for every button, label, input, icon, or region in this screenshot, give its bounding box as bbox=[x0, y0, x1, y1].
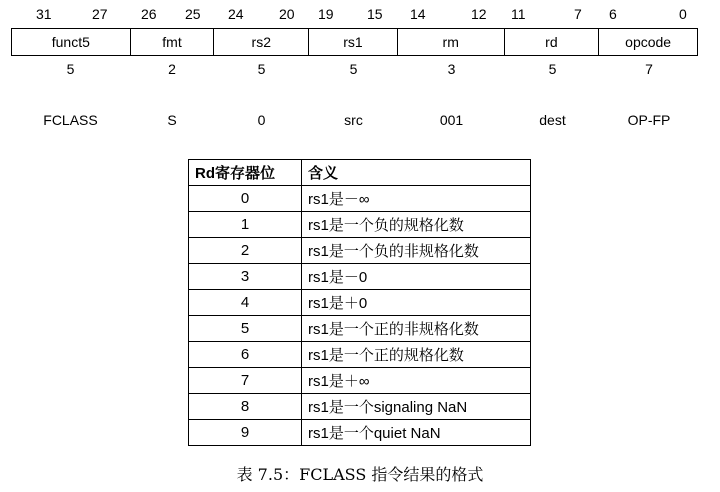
bit-label: 27 bbox=[92, 6, 108, 22]
field-value: dest bbox=[539, 112, 566, 128]
rd-bit-cell: 3 bbox=[189, 264, 302, 290]
meaning-cell: rs1是－0 bbox=[302, 264, 531, 290]
fclass-result-table bbox=[188, 159, 531, 446]
field-rs1: rs1 bbox=[309, 29, 398, 55]
field-value: 0 bbox=[257, 112, 266, 128]
field-rs2: rs2 bbox=[214, 29, 309, 55]
bit-label: 20 bbox=[279, 6, 295, 22]
bit-label: 0 bbox=[679, 6, 687, 22]
meaning-cell: rs1是－∞ bbox=[302, 186, 531, 212]
meaning-cell: rs1是一个负的非规格化数 bbox=[302, 238, 531, 264]
bit-label: 31 bbox=[36, 6, 52, 22]
table-row bbox=[189, 342, 531, 368]
bit-label: 25 bbox=[185, 6, 201, 22]
table-caption: 表 7.5：FCLASS 指令结果的格式 bbox=[236, 465, 484, 484]
table-row bbox=[189, 212, 531, 238]
table-row bbox=[189, 368, 531, 394]
bit-label: 6 bbox=[609, 6, 617, 22]
table-row bbox=[189, 290, 531, 316]
rd-bit-cell: 4 bbox=[189, 290, 302, 316]
field-length: 7 bbox=[645, 61, 653, 77]
field-value: src bbox=[344, 112, 363, 128]
rd-bit-cell: 7 bbox=[189, 368, 302, 394]
bit-label: 7 bbox=[574, 6, 582, 22]
header-meaning: 含义 bbox=[302, 160, 531, 186]
table-header-row bbox=[189, 160, 531, 186]
field-fmt: fmt bbox=[131, 29, 215, 55]
field-value: FCLASS bbox=[43, 112, 98, 128]
table-row bbox=[189, 316, 531, 342]
table-row bbox=[189, 264, 531, 290]
field-funct5: funct5 bbox=[12, 29, 131, 55]
meaning-cell: rs1是一个正的规格化数 bbox=[302, 342, 531, 368]
table-row bbox=[189, 186, 531, 212]
field-value: 001 bbox=[439, 112, 464, 128]
bit-label: 14 bbox=[410, 6, 426, 22]
field-length: 5 bbox=[548, 61, 557, 77]
field-length: 5 bbox=[257, 61, 266, 77]
bit-label: 19 bbox=[318, 6, 334, 22]
field-length: 2 bbox=[168, 61, 176, 77]
field-rm: rm bbox=[398, 29, 505, 55]
bit-label: 11 bbox=[511, 6, 526, 22]
field-length: 5 bbox=[66, 61, 75, 77]
meaning-cell: rs1是一个signaling NaN bbox=[302, 394, 531, 420]
field-rd: rd bbox=[505, 29, 600, 55]
field-value: OP-FP bbox=[627, 112, 671, 128]
table-row bbox=[189, 420, 531, 446]
meaning-cell: rs1是一个负的规格化数 bbox=[302, 212, 531, 238]
bit-label: 26 bbox=[141, 6, 157, 22]
meaning-cell: rs1是＋∞ bbox=[302, 368, 531, 394]
field-opcode: opcode bbox=[625, 34, 672, 50]
header-rd-bit: Rd寄存器位 bbox=[189, 160, 302, 186]
rd-bit-cell: 6 bbox=[189, 342, 302, 368]
field-value: S bbox=[167, 112, 177, 128]
rd-bit-cell: 9 bbox=[189, 420, 302, 446]
rd-bit-cell: 0 bbox=[189, 186, 302, 212]
rd-bit-cell: 8 bbox=[189, 394, 302, 420]
rd-bit-cell: 5 bbox=[189, 316, 302, 342]
field-length-row bbox=[11, 61, 698, 77]
rd-bit-cell: 2 bbox=[189, 238, 302, 264]
meaning-cell: rs1是＋0 bbox=[302, 290, 531, 316]
field-length: 5 bbox=[349, 61, 358, 77]
field-value-row bbox=[11, 112, 698, 128]
meaning-cell: rs1是一个quiet NaN bbox=[302, 420, 531, 446]
bit-label: 12 bbox=[471, 6, 487, 22]
bit-label: 24 bbox=[228, 6, 244, 22]
table-row bbox=[189, 238, 531, 264]
bit-label: 15 bbox=[367, 6, 383, 22]
rd-bit-cell: 1 bbox=[189, 212, 302, 238]
table-row bbox=[189, 394, 531, 420]
meaning-cell: rs1是一个正的非规格化数 bbox=[302, 316, 531, 342]
field-length: 3 bbox=[447, 61, 456, 77]
instruction-format-fields bbox=[11, 28, 698, 56]
